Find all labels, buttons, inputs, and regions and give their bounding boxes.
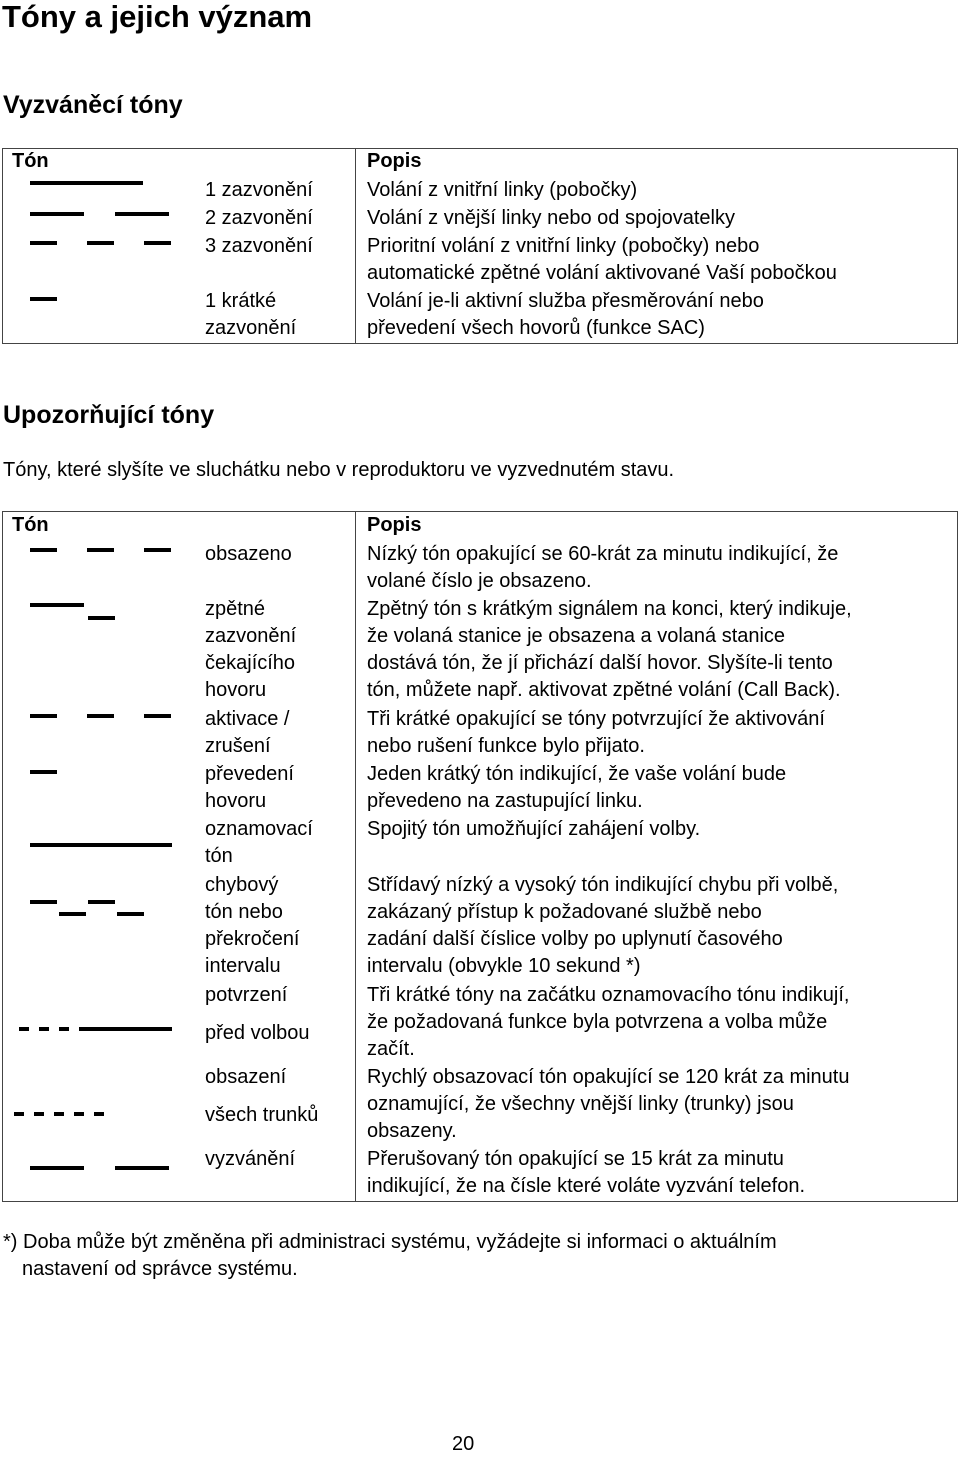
- alert-tone-desc: Tři krátké tóny na začátku oznamovacího tónu indikují,: [367, 984, 850, 1006]
- ring-tone-name: 1 zazvonění: [205, 179, 313, 201]
- tone-pattern-icon: [34, 1112, 44, 1116]
- alert-tone-desc: indikující, že na čísle které voláte vyzvání telefon.: [367, 1175, 805, 1197]
- alert-tone-desc: zakázaný přístup k požadované službě nebo: [367, 901, 762, 923]
- tone-pattern-icon: [30, 900, 57, 904]
- alert-tone-desc: obsazeny.: [367, 1120, 457, 1142]
- alert-tone-name: převedení: [205, 763, 294, 785]
- alert-tone-desc: volané číslo je obsazeno.: [367, 570, 592, 592]
- page-number: 20: [452, 1433, 475, 1455]
- tone-pattern-icon: [115, 212, 169, 216]
- tone-pattern-icon: [117, 912, 144, 916]
- alert-tone-name: překročení: [205, 928, 300, 950]
- ring-tone-name: 2 zazvonění: [205, 207, 313, 229]
- ring-tone-name: 3 zazvonění: [205, 235, 313, 257]
- alert-tone-name: tón: [205, 845, 233, 867]
- alert-tone-desc: převedeno na zastupující linku.: [367, 790, 643, 812]
- alert-tone-name: obsazeno: [205, 543, 292, 565]
- alert-tone-desc: oznamující, že všechny vnější linky (trunky) jsou: [367, 1093, 794, 1115]
- alert-tone-desc: Spojitý tón umožňující zahájení volby.: [367, 818, 701, 840]
- alert-tone-desc: Zpětný tón s krátkým signálem na konci, který indikuje,: [367, 598, 852, 620]
- alert-tone-desc: Střídavý nízký a vysoký tón indikující chybu při volbě,: [367, 874, 839, 896]
- page-title: Tóny a jejich význam: [2, 0, 313, 34]
- tone-pattern-icon: [30, 770, 57, 774]
- tone-pattern-icon: [79, 1027, 172, 1031]
- ring-col-desc-header: Popis: [367, 150, 422, 172]
- ring-table-divider: [355, 148, 356, 344]
- alert-tone-desc: že požadovaná funkce byla potvrzena a volba může: [367, 1011, 828, 1033]
- ring-tone-desc: převedení všech hovorů (funkce SAC): [367, 317, 705, 339]
- alert-col-tone-header: Tón: [12, 514, 49, 536]
- alert-tone-name: zpětné: [205, 598, 266, 620]
- alert-tone-name: zrušení: [205, 735, 271, 757]
- tone-pattern-icon: [87, 714, 114, 718]
- tone-pattern-icon: [87, 241, 114, 245]
- alert-tone-desc: zadání další číslice volby po uplynutí časového: [367, 928, 783, 950]
- tone-pattern-icon: [30, 714, 57, 718]
- tone-pattern-icon: [59, 1027, 69, 1031]
- tone-pattern-icon: [88, 616, 115, 620]
- tone-pattern-icon: [74, 1112, 84, 1116]
- tone-pattern-icon: [87, 548, 114, 552]
- tone-pattern-icon: [144, 548, 171, 552]
- ring-tones-heading: Vyzváněcí tóny: [3, 91, 183, 119]
- tone-pattern-icon: [54, 1112, 64, 1116]
- tone-pattern-icon: [30, 241, 57, 245]
- alert-tone-desc: intervalu (obvykle 10 sekund *): [367, 955, 641, 977]
- alert-tone-desc: dostává tón, že jí přichází další hovor. Slyšíte-li tento: [367, 652, 833, 674]
- tone-pattern-icon: [94, 1112, 104, 1116]
- alert-tone-desc: že volaná stanice je obsazena a volaná stanice: [367, 625, 786, 647]
- alert-tone-name: vyzvánění: [205, 1148, 296, 1170]
- tone-pattern-icon: [30, 181, 143, 185]
- tone-pattern-icon: [14, 1112, 24, 1116]
- tone-pattern-icon: [30, 212, 84, 216]
- ring-col-tone-header: Tón: [12, 150, 49, 172]
- alert-tone-name: před volbou: [205, 1022, 310, 1044]
- alert-tones-heading: Upozorňující tóny: [3, 401, 215, 429]
- alert-col-desc-header: Popis: [367, 514, 422, 536]
- tone-pattern-icon: [30, 548, 57, 552]
- ring-tone-desc: Prioritní volání z vnitřní linky (pobočky) nebo: [367, 235, 760, 257]
- alert-tone-desc: Nízký tón opakující se 60-krát za minutu indikující, že: [367, 543, 839, 565]
- footnote-line-1: *) Doba může být změněna při administraci systému, vyžádejte si informaci o aktuálním: [3, 1231, 777, 1253]
- alert-tone-name: hovoru: [205, 679, 267, 701]
- alert-tone-desc: tón, můžete např. aktivovat zpětné volání (Call Back).: [367, 679, 841, 701]
- tone-pattern-icon: [30, 603, 84, 607]
- ring-tone-desc: Volání z vnější linky nebo od spojovatelky: [367, 207, 735, 229]
- alert-tone-desc: začít.: [367, 1038, 415, 1060]
- ring-tone-name: 1 krátké: [205, 290, 277, 312]
- alert-tone-name: intervalu: [205, 955, 281, 977]
- ring-tone-desc: Volání z vnitřní linky (pobočky): [367, 179, 638, 201]
- alert-tone-desc: nebo rušení funkce bylo přijato.: [367, 735, 645, 757]
- alert-tones-intro: Tóny, které slyšíte ve sluchátku nebo v reproduktoru ve vyzvednutém stavu.: [3, 459, 675, 481]
- tone-pattern-icon: [144, 241, 171, 245]
- tone-pattern-icon: [19, 1027, 29, 1031]
- tone-pattern-icon: [144, 714, 171, 718]
- ring-tone-desc: Volání je-li aktivní služba přesměrování nebo: [367, 290, 764, 312]
- ring-tone-name: zazvonění: [205, 317, 297, 339]
- tone-pattern-icon: [39, 1027, 49, 1031]
- alert-tone-desc: Rychlý obsazovací tón opakující se 120 krát za minutu: [367, 1066, 850, 1088]
- alert-tone-desc: Přerušovaný tón opakující se 15 krát za minutu: [367, 1148, 784, 1170]
- tone-pattern-icon: [30, 297, 57, 301]
- tone-pattern-icon: [115, 1166, 169, 1170]
- alert-tone-desc: Jeden krátký tón indikující, že vaše volání bude: [367, 763, 787, 785]
- alert-tone-name: aktivace /: [205, 708, 290, 730]
- alert-tone-name: potvrzení: [205, 984, 288, 1006]
- ring-tone-desc: automatické zpětné volání aktivované Vaší pobočkou: [367, 262, 837, 284]
- alert-tone-name: tón nebo: [205, 901, 283, 923]
- alert-tone-desc: Tři krátké opakující se tóny potvrzující že aktivování: [367, 708, 825, 730]
- tone-pattern-icon: [88, 900, 115, 904]
- footnote-line-2: nastavení od správce systému.: [22, 1258, 298, 1280]
- alert-tone-name: hovoru: [205, 790, 267, 812]
- alert-tone-name: všech trunků: [205, 1104, 319, 1126]
- alert-table-divider: [355, 511, 356, 1202]
- alert-tone-name: oznamovací: [205, 818, 313, 840]
- alert-tone-name: zazvonění: [205, 625, 297, 647]
- tone-pattern-icon: [30, 843, 172, 847]
- tone-pattern-icon: [59, 912, 86, 916]
- tone-pattern-icon: [30, 1166, 84, 1170]
- alert-tone-name: chybový: [205, 874, 279, 896]
- alert-tone-name: čekajícího: [205, 652, 296, 674]
- alert-tone-name: obsazení: [205, 1066, 287, 1088]
